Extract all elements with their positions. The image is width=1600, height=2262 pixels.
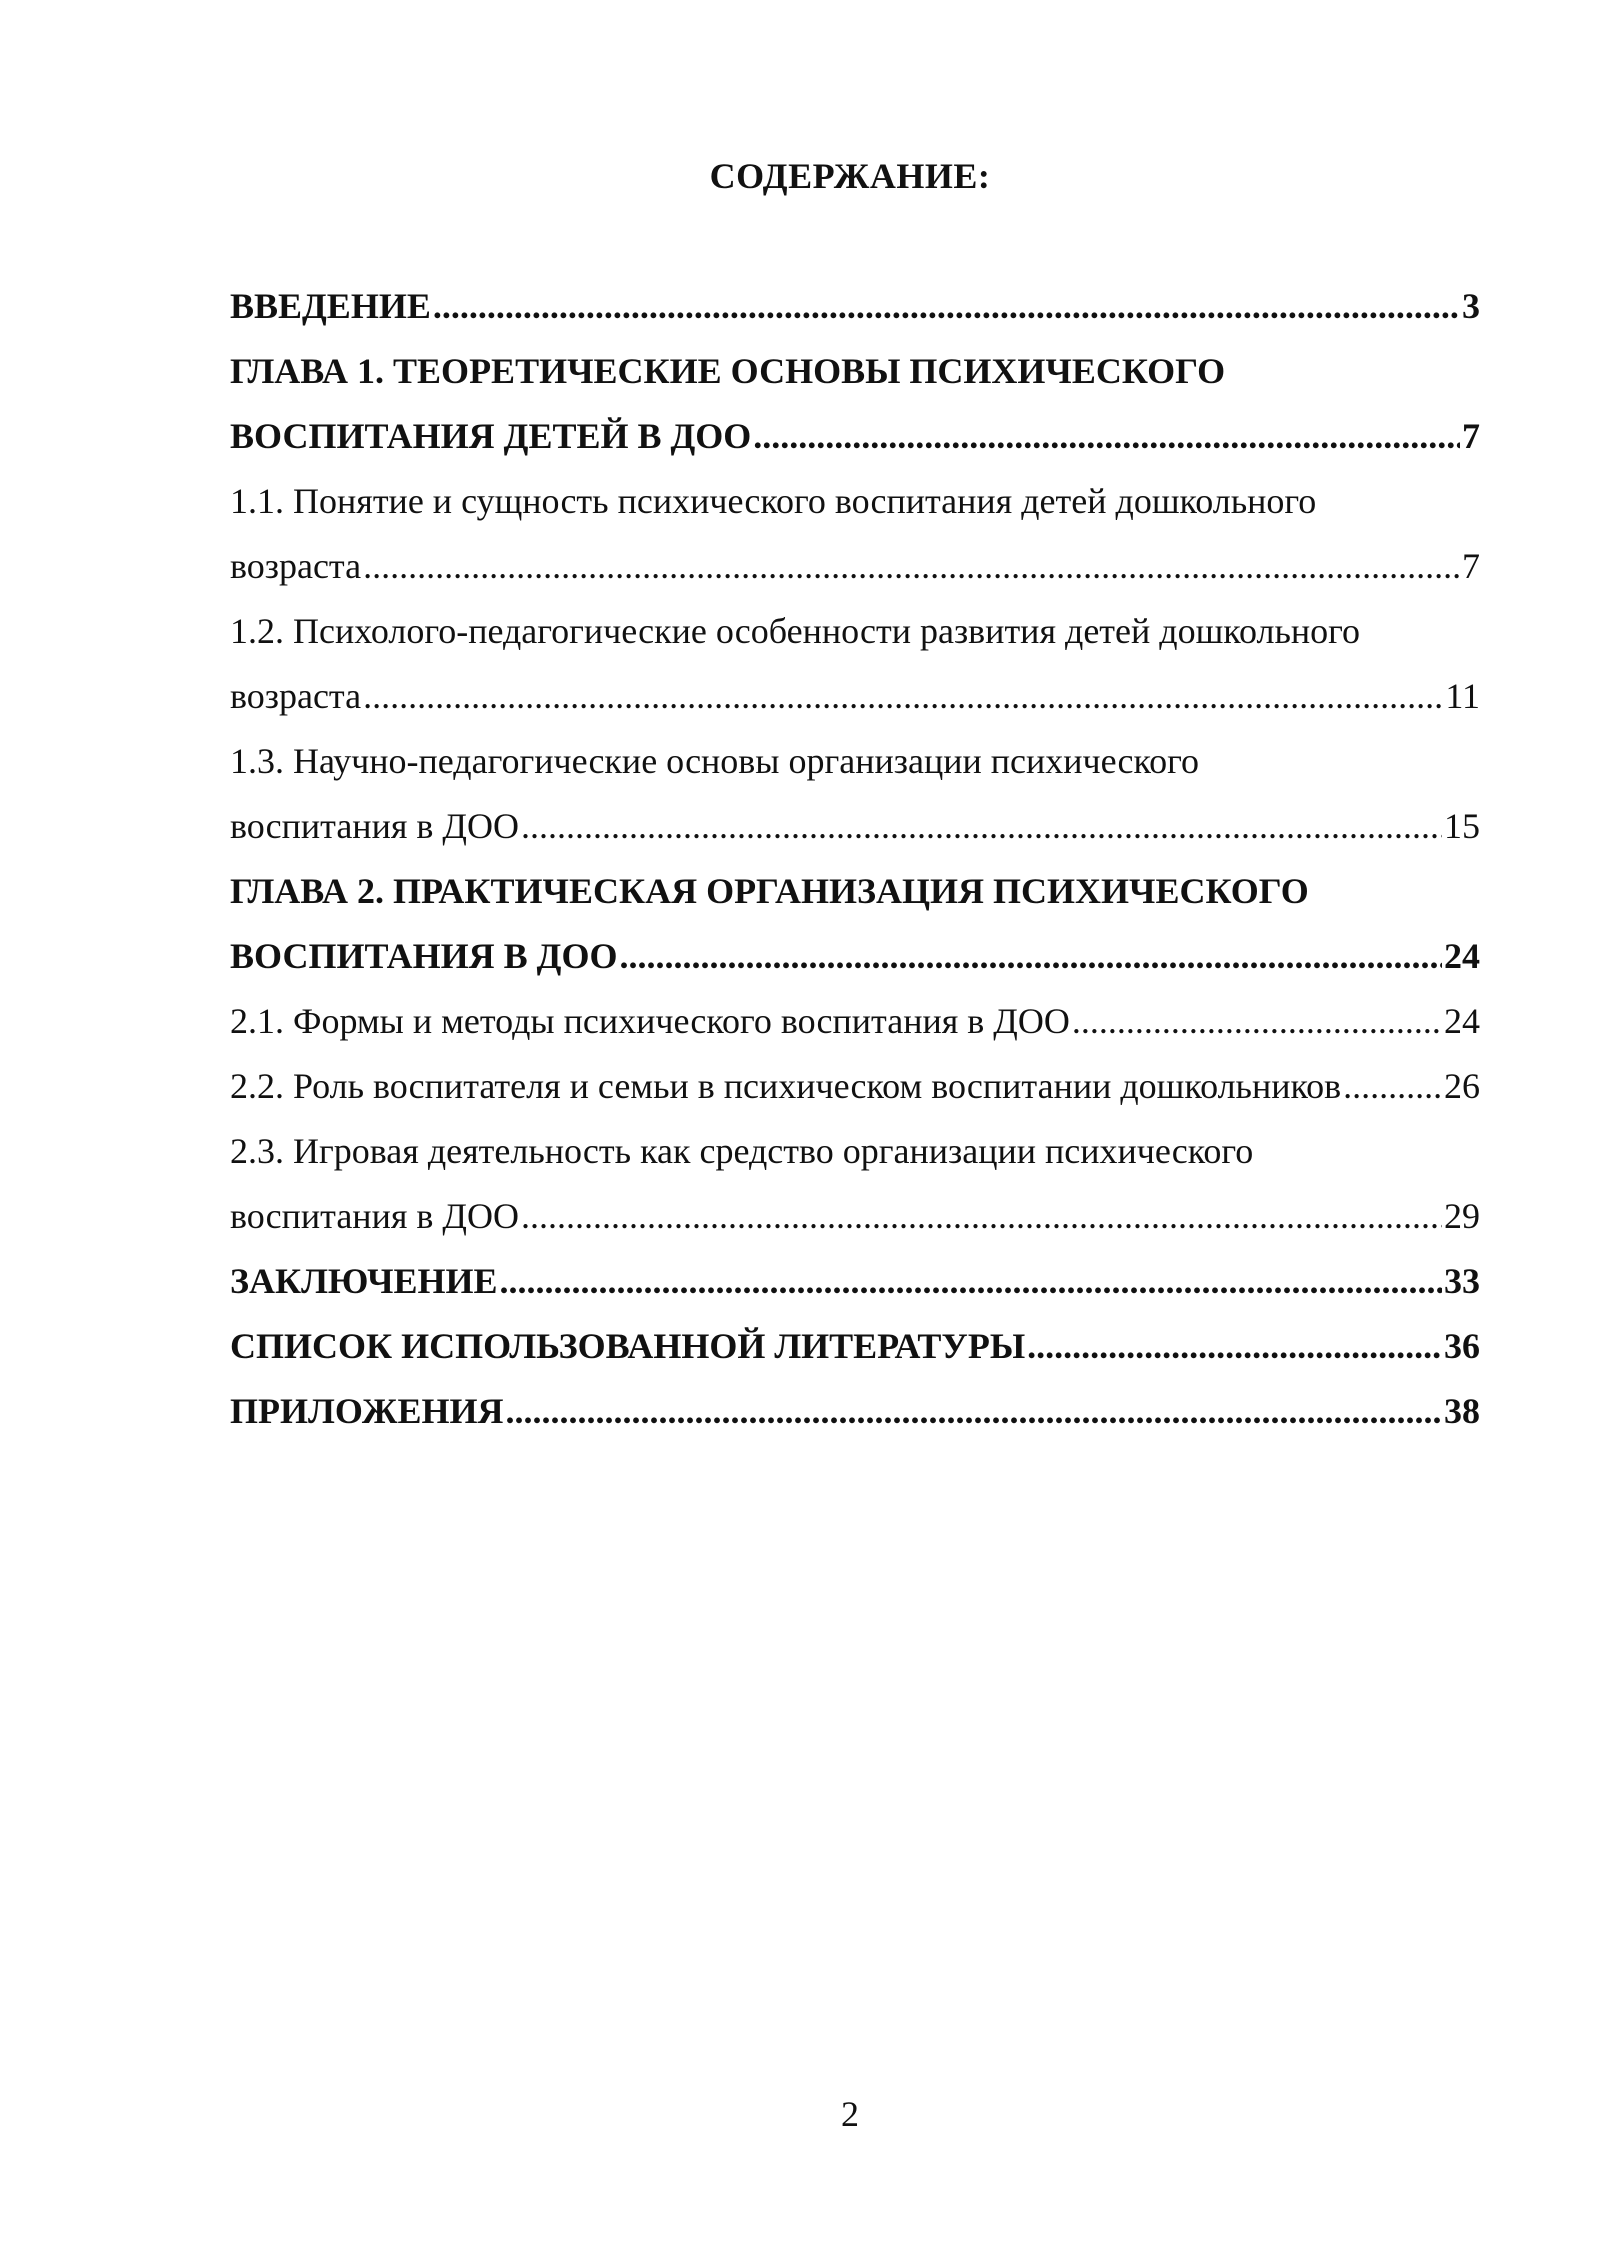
dot-leader	[506, 1379, 1442, 1444]
toc-entry-title: 2.3. Игровая деятельность как средство организации психического	[230, 1131, 1254, 1171]
toc-entry-title-continued: ВОСПИТАНИЯ ДЕТЕЙ В ДОО	[230, 416, 752, 456]
toc-entry-title: 1.2. Психолого-педагогические особенности развития детей дошкольного	[230, 611, 1361, 651]
toc-page-number: 11	[1445, 676, 1480, 716]
toc-entry-title: ГЛАВА 2. ПРАКТИЧЕСКАЯ ОРГАНИЗАЦИЯ ПСИХИЧЕСКОГО	[230, 871, 1309, 911]
dot-leader	[433, 274, 1460, 339]
toc-title: СОДЕРЖАНИЕ:	[709, 156, 991, 196]
toc-entry-chapter-1[interactable]	[230, 339, 1480, 469]
dot-leader	[1027, 1314, 1442, 1379]
toc-page-number: 38	[1444, 1391, 1480, 1431]
dot-leader	[500, 1249, 1442, 1314]
toc-entry-title-continued: возраста	[230, 676, 362, 716]
toc-page-number: 7	[1462, 416, 1480, 456]
toc-page-number: 3	[1462, 286, 1480, 326]
toc-page-number: 36	[1444, 1326, 1480, 1366]
toc-page-number: 7	[1462, 546, 1480, 586]
toc-page-number: 15	[1444, 806, 1480, 846]
toc-entry-title-continued: возраста	[230, 546, 362, 586]
toc-entry-introduction[interactable]	[230, 274, 1480, 339]
toc-entry-title: 1.1. Понятие и сущность психического воспитания детей дошкольного	[230, 481, 1317, 521]
toc-entry-appendices[interactable]	[230, 1379, 1480, 1444]
toc-page-number: 33	[1444, 1261, 1480, 1301]
toc-entry-references[interactable]	[230, 1314, 1480, 1379]
toc-entry-title: ВВЕДЕНИЕ	[230, 286, 431, 326]
toc-entry-section-1-1[interactable]	[230, 469, 1480, 599]
page-number: 2	[841, 2094, 859, 2134]
dot-leader	[521, 794, 1442, 859]
toc-page-number: 24	[1444, 936, 1480, 976]
toc-entry-title: 2.1. Формы и методы психического воспитания в ДОО	[230, 1001, 1070, 1041]
table-of-contents	[230, 274, 1480, 1444]
toc-entry-title-continued: воспитания в ДОО	[230, 1196, 519, 1236]
dot-leader	[619, 924, 1442, 989]
toc-entry-chapter-2[interactable]	[230, 859, 1480, 989]
toc-entry-title-continued: воспитания в ДОО	[230, 806, 519, 846]
dot-leader	[753, 404, 1460, 469]
toc-entry-section-2-2[interactable]	[230, 1054, 1480, 1119]
toc-entry-conclusion[interactable]	[230, 1249, 1480, 1314]
dot-leader	[521, 1184, 1442, 1249]
toc-entry-section-1-2[interactable]	[230, 599, 1480, 729]
toc-entry-title: СПИСОК ИСПОЛЬЗОВАННОЙ ЛИТЕРАТУРЫ	[230, 1326, 1026, 1366]
toc-page-number: 29	[1444, 1196, 1480, 1236]
dot-leader	[1072, 989, 1442, 1054]
dot-leader	[363, 664, 1443, 729]
dot-leader	[1343, 1054, 1442, 1119]
toc-entry-title: ГЛАВА 1. ТЕОРЕТИЧЕСКИЕ ОСНОВЫ ПСИХИЧЕСКОГО	[230, 351, 1226, 391]
toc-entry-title: 2.2. Роль воспитателя и семьи в психическом воспитании дошкольников	[230, 1066, 1342, 1106]
toc-entry-title: 1.3. Научно-педагогические основы организации психического	[230, 741, 1200, 781]
toc-entry-title-continued: ВОСПИТАНИЯ В ДОО	[230, 936, 618, 976]
toc-page-number: 24	[1444, 1001, 1480, 1041]
toc-entry-section-2-1[interactable]	[230, 989, 1480, 1054]
toc-page-number: 26	[1444, 1066, 1480, 1106]
toc-entry-section-1-3[interactable]	[230, 729, 1480, 859]
toc-entry-title: ЗАКЛЮЧЕНИЕ	[230, 1261, 498, 1301]
toc-entry-section-2-3[interactable]	[230, 1119, 1480, 1249]
dot-leader	[363, 534, 1460, 599]
toc-entry-title: ПРИЛОЖЕНИЯ	[230, 1391, 504, 1431]
